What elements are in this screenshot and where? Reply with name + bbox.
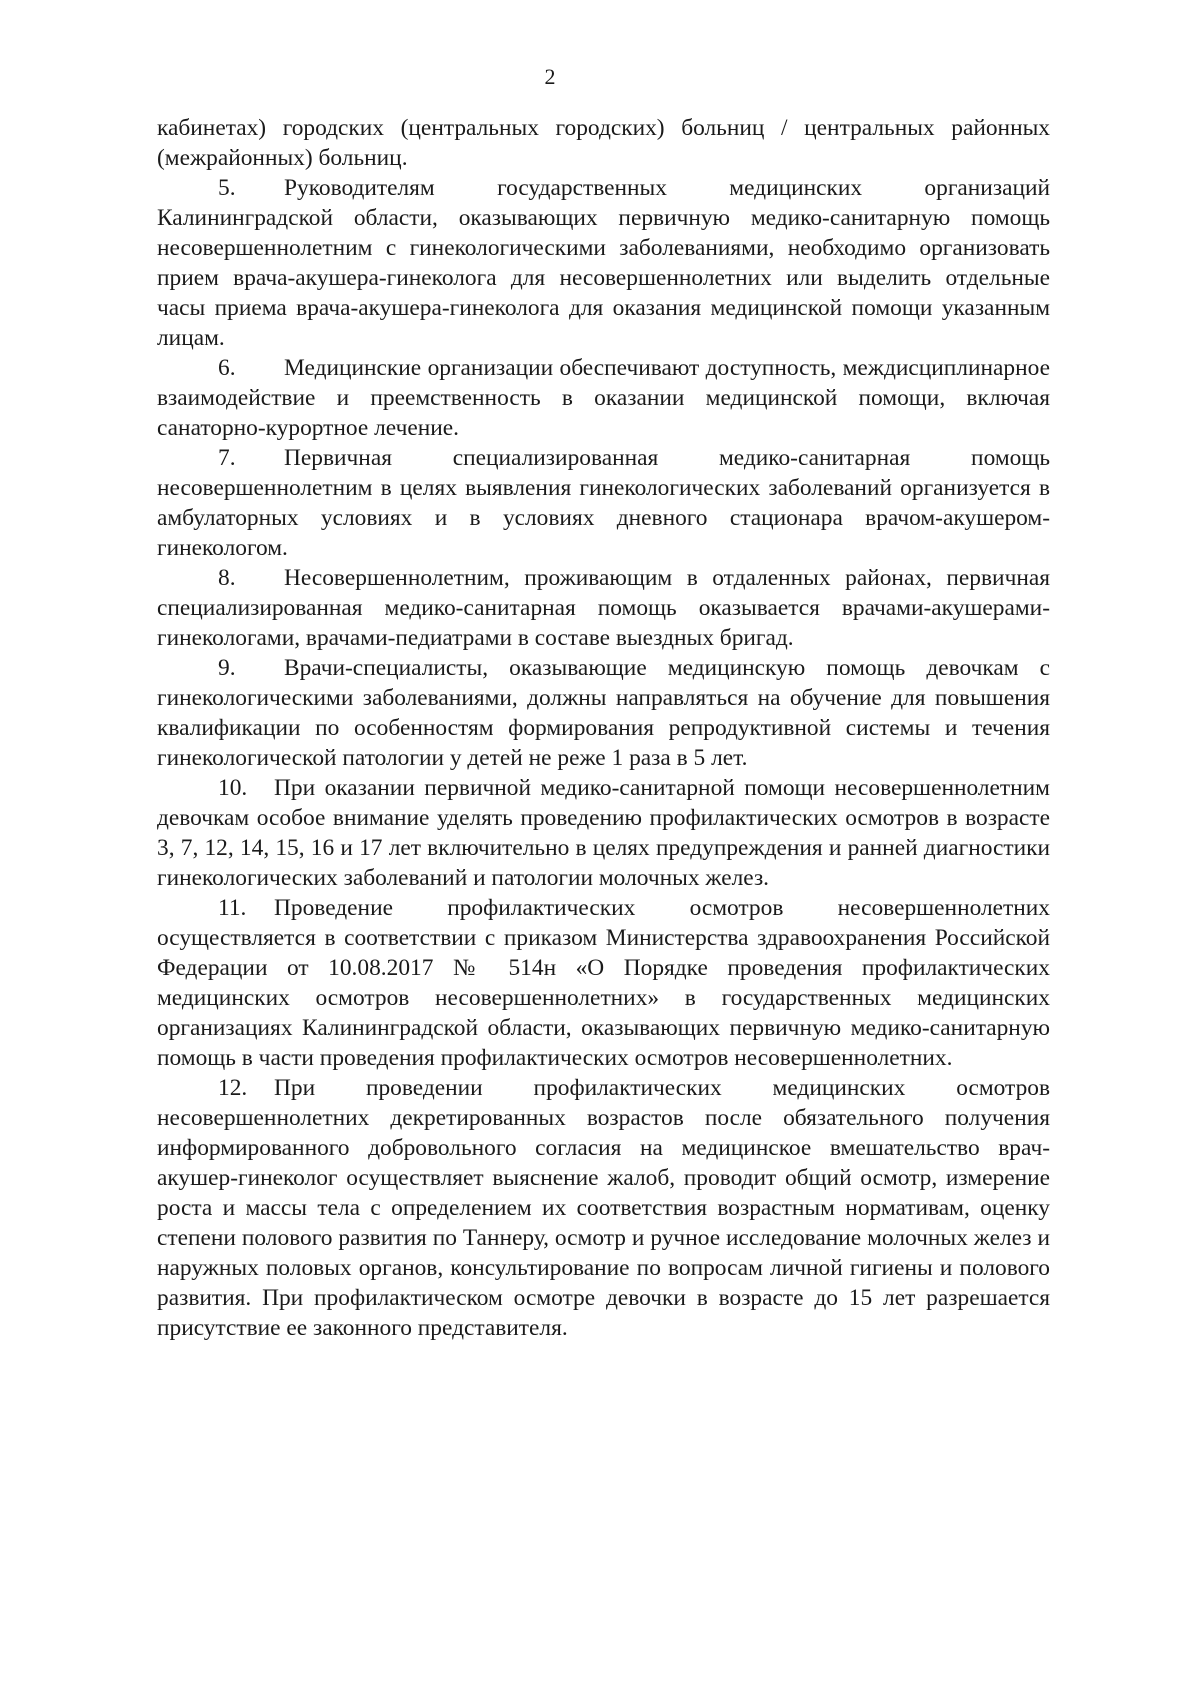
- paragraph-6: [157, 353, 1050, 443]
- paragraph-number: 12.: [218, 1075, 248, 1101]
- paragraph-number: 7.: [218, 445, 236, 471]
- paragraph-11: [157, 893, 1050, 1073]
- paragraph-text: При оказании первичной медико-санитарной помощи несовершеннолетним девочкам особое внимание уделять проведению профилактических осмотров в возрасте 3, 7, 12, 14, 15, 16 и 17 лет включительно в целях предупреждения и ранней диагностики гинекологических заболеваний и патологии молочных желез.: [157, 775, 1050, 891]
- paragraph-number: 11.: [218, 895, 247, 921]
- paragraph-8: [157, 563, 1050, 653]
- paragraph-5: [157, 173, 1050, 353]
- paragraph-text: Медицинские организации обеспечивают доступность, междисциплинарное взаимодействие и преемственность в оказании медицинской помощи, включая санаторно-курортное лечение.: [157, 355, 1050, 441]
- paragraph-text: Проведение профилактических осмотров несовершеннолетних осуществляется в соответствии с приказом Министерства здравоохранения Российской Федерации от 10.08.2017 № 514н «О Порядке проведения профилактических медицинских осмотров несовершеннолетних» в государственных медицинских организациях Калининградской области, оказывающих первичную медико-санитарную помощь в части проведения профилактических осмотров несовершеннолетних.: [157, 895, 1050, 1071]
- paragraph-text: Врачи-специалисты, оказывающие медицинскую помощь девочкам с гинекологическими заболеваниями, должны направляться на обучение для повышения квалификации по особенностям формирования репродуктивной системы и течения гинекологической патологии у детей не реже 1 раза в 5 лет.: [157, 655, 1050, 771]
- paragraph-text: Первичная специализированная медико-санитарная помощь несовершеннолетним в целях выявления гинекологических заболеваний организуется в амбулаторных условиях и в условиях дневного стационара врачом-акушером-гинекологом.: [157, 445, 1050, 561]
- paragraph-7: [157, 443, 1050, 563]
- paragraph-number: 9.: [218, 655, 236, 681]
- paragraph-number: 6.: [218, 355, 236, 381]
- paragraph-9: [157, 653, 1050, 773]
- paragraph-number: 5.: [218, 175, 236, 201]
- paragraph-number: 8.: [218, 565, 236, 591]
- page-number: 2: [544, 64, 556, 89]
- document-body: [157, 113, 1050, 1343]
- paragraph-text: При проведении профилактических медицинских осмотров несовершеннолетних декретированных возрастов после обязательного получения информированного добровольного согласия на медицинское вмешательство врач-акушер-гинеколог осуществляет выяснение жалоб, проводит общий осмотр, измерение роста и массы тела с определением их соответствия возрастным нормативам, оценку степени полового развития по Таннеру, осмотр и ручное исследование молочных желез и наружных половых органов, консультирование по вопросам личной гигиены и полового развития. При профилактическом осмотре девочки в возрасте до 15 лет разрешается присутствие ее законного представителя.: [157, 1075, 1050, 1341]
- paragraph-number: 10.: [218, 775, 248, 801]
- paragraph-text: Руководителям государственных медицинских организаций Калининградской области, оказывающих первичную медико-санитарную помощь несовершеннолетним с гинекологическими заболеваниями, необходимо организовать прием врача-акушера-гинеколога для несовершеннолетних или выделить отдельные часы приема врача-акушера-гинеколога для оказания медицинской помощи указанным лицам.: [157, 175, 1050, 351]
- paragraph-10: [157, 773, 1050, 893]
- paragraph-12: [157, 1073, 1050, 1343]
- paragraph-text: Несовершеннолетним, проживающим в отдаленных районах, первичная специализированная медико-санитарная помощь оказывается врачами-акушерами-гинекологами, врачами-педиатрами в составе выездных бригад.: [157, 565, 1050, 651]
- continuation-paragraph: кабинетах) городских (центральных городских) больниц / центральных районных (межрайонных) больниц.: [157, 115, 1050, 171]
